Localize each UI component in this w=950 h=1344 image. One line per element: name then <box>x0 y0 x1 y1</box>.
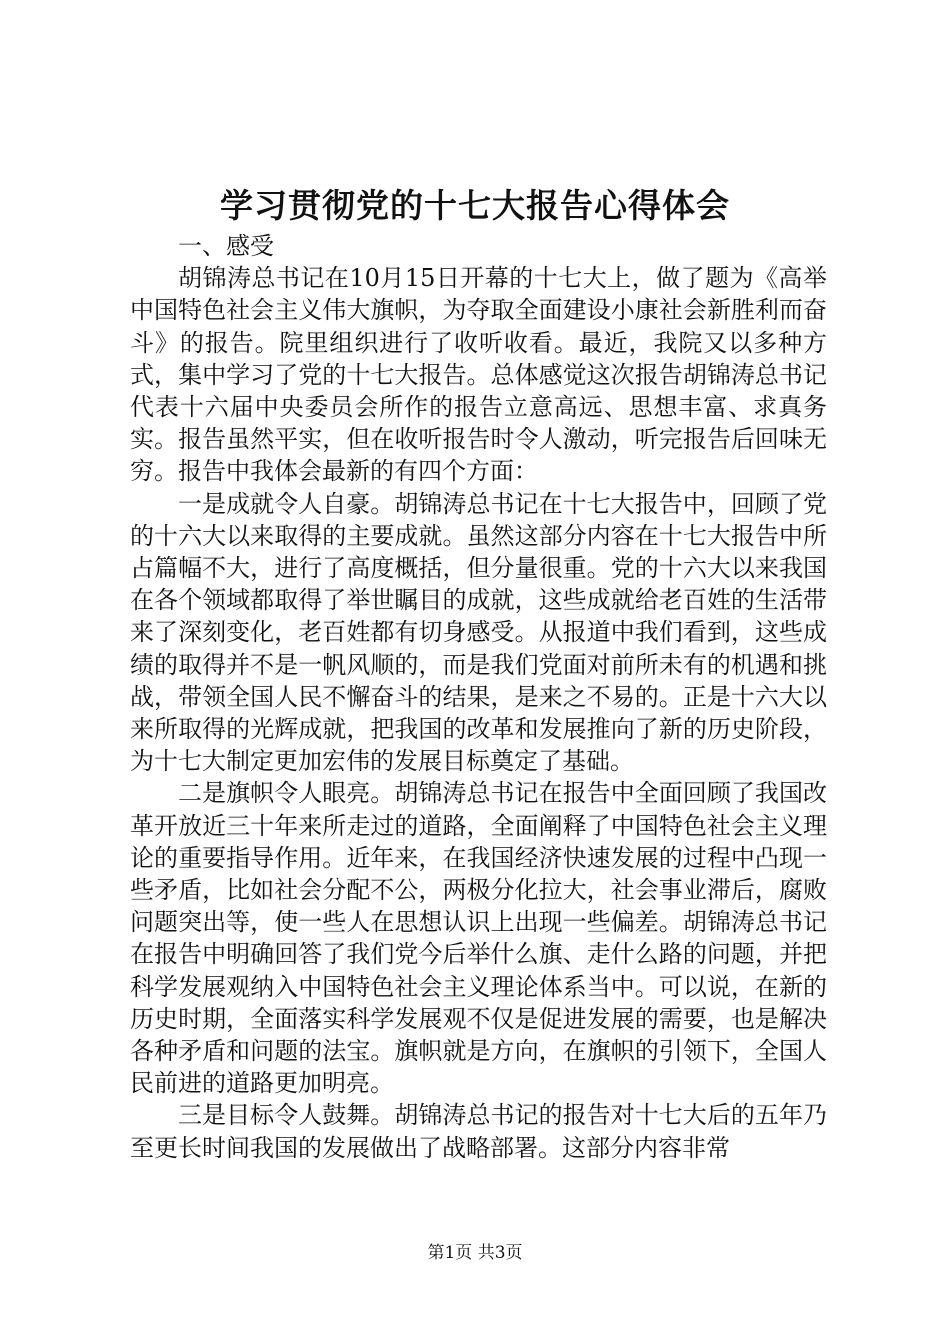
paragraph-goals: 三是目标令人鼓舞。胡锦涛总书记的报告对十七大后的五年乃至更长时间我国的发展做出了战略部署。这部分内容非常 <box>130 1101 827 1162</box>
paragraph-intro: 胡锦涛总书记在10月15日开幕的十七大上，做了题为《高举中国特色社会主义伟大旗帜，为夺取全面建设小康社会新胜利而奋斗》的报告。院里组织进行了收听收看。最近，我院又以多种方式，集中学习了党的十七大报告。总体感觉这次报告胡锦涛总书记代表十六届中央委员会所作的报告立意高远、思想丰富、求真务实。报告虽然平实，但在收听报告时令人激动，听完报告后回味无穷。报告中我体会最新的有四个方面： <box>130 264 827 486</box>
page-footer: 第1页 共3页 <box>427 1243 523 1263</box>
document-title: 学习贯彻党的十七大报告心得体会 <box>220 186 730 225</box>
paragraph-banner: 二是旗帜令人眼亮。胡锦涛总书记在报告中全面回顾了我国改革开放近三十年来所走过的道路，全面阐释了中国特色社会主义理论的重要指导作用。近年来，在我国经济快速发展的过程中凸现一些矛盾，比如社会分配不公，两极分化拉大，社会事业滞后，腐败问题突出等，使一些人在思想认识上出现一些偏差。胡锦涛总书记在报告中明确回答了我们党今后举什么旗、走什么路的问题，并把科学发展观纳入中国特色社会主义理论体系当中。可以说，在新的历史时期，全面落实科学发展观不仅是促进发展的需要，也是解决各种矛盾和问题的法宝。旗帜就是方向，在旗帜的引领下，全国人民前进的道路更加明亮。 <box>130 779 827 1098</box>
paragraph-achievements: 一是成就令人自豪。胡锦涛总书记在十七大报告中，回顾了党的十六大以来取得的主要成就。虽然这部分内容在十七大报告中所占篇幅不大，进行了高度概括，但分量很重。党的十六大以来我国在各个领域都取得了举世瞩目的成就，这些成就给老百姓的生活带来了深刻变化，老百姓都有切身感受。从报道中我们看到，这些成绩的取得并不是一帆风顺的，而是我们党面对前所未有的机遇和挑战，带领全国人民不懈奋斗的结果，是来之不易的。正是十六大以来所取得的光辉成就，把我国的改革和发展推向了新的历史阶段，为十七大制定更加宏伟的发展目标奠定了基础。 <box>130 489 827 776</box>
document-body <box>130 230 827 1164</box>
section-heading: 一、感受 <box>178 232 274 260</box>
